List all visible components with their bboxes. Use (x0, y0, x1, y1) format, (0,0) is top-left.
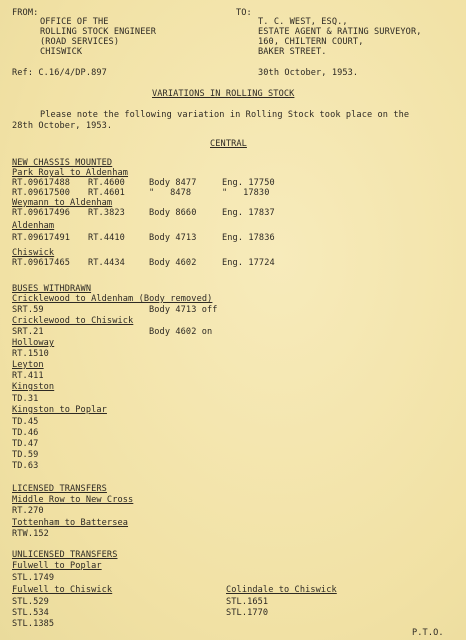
to-label: TO: (236, 8, 252, 18)
vehicle-number: RT.1510 (12, 349, 49, 359)
vehicle-number: RT.411 (12, 371, 44, 381)
engine-number: Eng. 17837 (222, 208, 275, 218)
intro-line-2: 28th October, 1953. (12, 121, 113, 131)
vehicle-number: SRT.21 (12, 327, 44, 337)
route-label: Aldenham (12, 221, 55, 231)
vehicle-number: TD.45 (12, 417, 39, 427)
body-number: Body 8477 (149, 178, 197, 188)
body-number: Body 4713 (149, 233, 197, 243)
vehicle-number: TD.46 (12, 428, 39, 438)
route-label: Cricklewood to Chiswick (12, 316, 134, 326)
from-label: FROM: (12, 8, 39, 18)
vehicle-number: STL.529 (12, 597, 49, 607)
body-number: Body 4602 (149, 258, 197, 268)
to-line-4: BAKER STREET. (258, 47, 327, 57)
from-line-3: (ROAD SERVICES) (40, 37, 120, 47)
to-line-3: 160, CHILTERN COURT, (258, 37, 364, 47)
reference: Ref: C.16/4/DP.897 (12, 68, 107, 78)
licensed-heading: LICENSED TRANSFERS (12, 484, 107, 494)
route-label: Leyton (12, 360, 44, 370)
vehicle-number: STL.534 (12, 608, 49, 618)
to-line-2: ESTATE AGENT & RATING SURVEYOR, (258, 27, 422, 37)
route-label: Kingston (12, 382, 55, 392)
fleet-number: RT.4601 (88, 188, 125, 198)
chassis-number: RT.09617500 (12, 188, 71, 198)
route-label: Park Royal to Aldenham (12, 168, 129, 178)
chassis-number: RT.09617488 (12, 178, 71, 188)
route-label: Colindale to Chiswick (226, 585, 337, 595)
withdrawn-heading: BUSES WITHDRAWN (12, 284, 92, 294)
route-label: Chiswick (12, 248, 55, 258)
vehicle-number: TD.63 (12, 461, 39, 471)
route-label: Middle Row to New Cross (12, 495, 134, 505)
section-heading: CENTRAL (210, 139, 247, 149)
engine-number: Eng. 17724 (222, 258, 275, 268)
chassis-number: RT.09617496 (12, 208, 71, 218)
page-turn-note: P.T.O. (412, 628, 444, 638)
vehicle-number: RTW.152 (12, 529, 49, 539)
vehicle-number: RT.270 (12, 506, 44, 516)
vehicle-number: SRT.59 (12, 305, 44, 315)
body-number: Body 8660 (149, 208, 197, 218)
chassis-number: RT.09617491 (12, 233, 71, 243)
fleet-number: RT.4600 (88, 178, 125, 188)
vehicle-number: STL.1385 (12, 619, 55, 629)
route-label: Fulwell to Poplar (12, 561, 102, 571)
engine-number: Eng. 17750 (222, 178, 275, 188)
intro-line-1: Please note the following variation in Rolling Stock took place on the (40, 110, 410, 120)
fleet-number: RT.3823 (88, 208, 125, 218)
date: 30th October, 1953. (258, 68, 359, 78)
vehicle-number: TD.31 (12, 394, 39, 404)
route-label: Kingston to Poplar (12, 405, 107, 415)
vehicle-number: STL.1770 (226, 608, 269, 618)
vehicle-number: TD.59 (12, 450, 39, 460)
engine-number: " 17830 (222, 188, 270, 198)
route-label: Fulwell to Chiswick (12, 585, 113, 595)
from-line-4: CHISWICK (40, 47, 83, 57)
route-label: Weymann to Aldenham (12, 198, 113, 208)
fleet-number: RT.4434 (88, 258, 125, 268)
route-label: Tottenham to Battersea (12, 518, 129, 528)
new-chassis-heading: NEW CHASSIS MOUNTED (12, 158, 113, 168)
from-line-1: OFFICE OF THE (40, 17, 109, 27)
vehicle-number: STL.1651 (226, 597, 269, 607)
route-label: Cricklewood to Aldenham (Body removed) (12, 294, 213, 304)
from-line-2: ROLLING STOCK ENGINEER (40, 27, 157, 37)
document-title: VARIATIONS IN ROLLING STOCK (152, 89, 295, 99)
to-line-1: T. C. WEST, ESQ., (258, 17, 348, 27)
body-note: Body 4602 on (149, 327, 213, 337)
vehicle-number: TD.47 (12, 439, 39, 449)
route-label: Holloway (12, 338, 55, 348)
engine-number: Eng. 17836 (222, 233, 275, 243)
unlicensed-heading: UNLICENSED TRANSFERS (12, 550, 118, 560)
chassis-number: RT.09617465 (12, 258, 71, 268)
fleet-number: RT.4410 (88, 233, 125, 243)
body-note: Body 4713 off (149, 305, 218, 315)
vehicle-number: STL.1749 (12, 573, 55, 583)
body-number: " 8478 (149, 188, 192, 198)
